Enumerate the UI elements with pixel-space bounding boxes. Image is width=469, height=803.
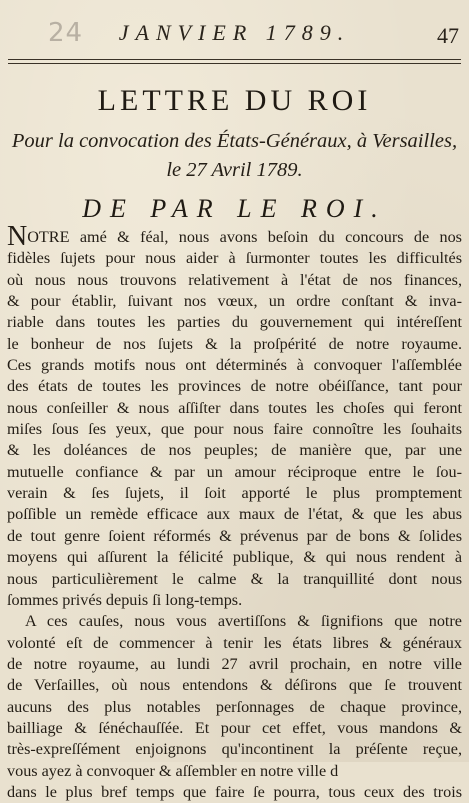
body-line: A ces cauſes, nous vous avertiſſons & ſignifions que notre	[25, 612, 462, 631]
subtitle-line-1: Pour la convocation des États-Généraux, à Versailles,	[11, 130, 458, 152]
body-line: moyens qui aſſurent la félicité publique, & qui nous rendent à	[7, 548, 462, 567]
subtitle-line-2: le 27 Avril 1789.	[166, 159, 303, 181]
body-line: de notre royaume, au lundi 27 avril prochain, en notre ville	[7, 654, 462, 673]
header-rule-bottom	[8, 63, 461, 64]
drop-cap: N	[7, 221, 28, 252]
body-line-text: OTRE amé & féal, nous avons beſoin du concours de nos	[27, 228, 462, 246]
body-line: où nous nous trouvons relativement à l'état de nos finances,	[7, 270, 462, 289]
body-line: de Verſailles, où nous entendons & déſirons que ſe trouvent	[7, 676, 462, 695]
body-line: miſes ſous ſes yeux, que pour nous faire connoître les ſouhaits	[7, 420, 462, 439]
body-line: & les doléances de nos peuples; de manière que, par une	[7, 441, 462, 460]
header-rule-top	[8, 59, 461, 60]
running-head: JANVIER 1789.	[118, 20, 351, 45]
body-line: nous particulièrement le calme & la tranquillité dont nous	[7, 569, 462, 588]
body-line: bailliage & ſénéchauſſée. Et pour cet effet, vous mandons &	[7, 718, 462, 737]
body-line: nous conſeiller & nous aſſiſter dans toutes les choſes qui feront	[7, 398, 462, 417]
body-line: verain & ſes ſujets, il ſoit apporté le plus promptement	[7, 484, 462, 503]
body-line: dans le plus bref temps que faire ſe pourra, tous ceux des trois	[7, 782, 462, 801]
document-subtitle	[0, 127, 469, 185]
body-line: riable dans toutes les parties du gouvernement qui intéreſſent	[7, 313, 462, 332]
body-line: fidèles ſujets pour nous aider à ſurmonter toutes les difficultés	[7, 249, 462, 268]
body-line	[7, 221, 462, 252]
body-line: très-expreſſément enjoignons qu'incontinent la préſente reçue,	[7, 740, 462, 759]
body-line: mutuelle confiance & par un amour réciproque entre le ſou-	[7, 462, 462, 481]
body-line: Ces grands motifs nous ont déterminés à convoquer l'aſſemblée	[7, 356, 462, 375]
body-line: aucuns des plus notables perſonnages de chaque province,	[7, 697, 462, 716]
body-line: le bonheur de nos ſujets & la proſpérité de notre royaume.	[7, 334, 462, 353]
letter-body	[7, 221, 462, 803]
body-line: poſſible un remède efficace aux maux de l'état, & que les abus	[7, 505, 462, 524]
body-line: & pour établir, ſuivant nos vœux, un ordre conſtant & inva-	[7, 292, 462, 311]
body-line: des états de toutes les provinces de notre obéiſſance, tant pour	[7, 377, 462, 396]
body-line: ſommes privés depuis ſi long-temps.	[7, 590, 243, 609]
page-number: 47	[437, 23, 459, 48]
body-line: volonté eſt de commencer à tenir les états libres & généraux	[7, 633, 462, 652]
body-line: de tout genre ſoient réformés & prévenus par de bons & ſolides	[7, 526, 462, 545]
document-title: LETTRE DU ROI	[97, 84, 372, 117]
handwritten-margin-note: 24	[48, 18, 84, 48]
body-line: vous ayez à convoquer & aſſembler en notre ville d	[7, 761, 339, 780]
decree-heading: DE PAR LE ROI.	[82, 194, 387, 223]
